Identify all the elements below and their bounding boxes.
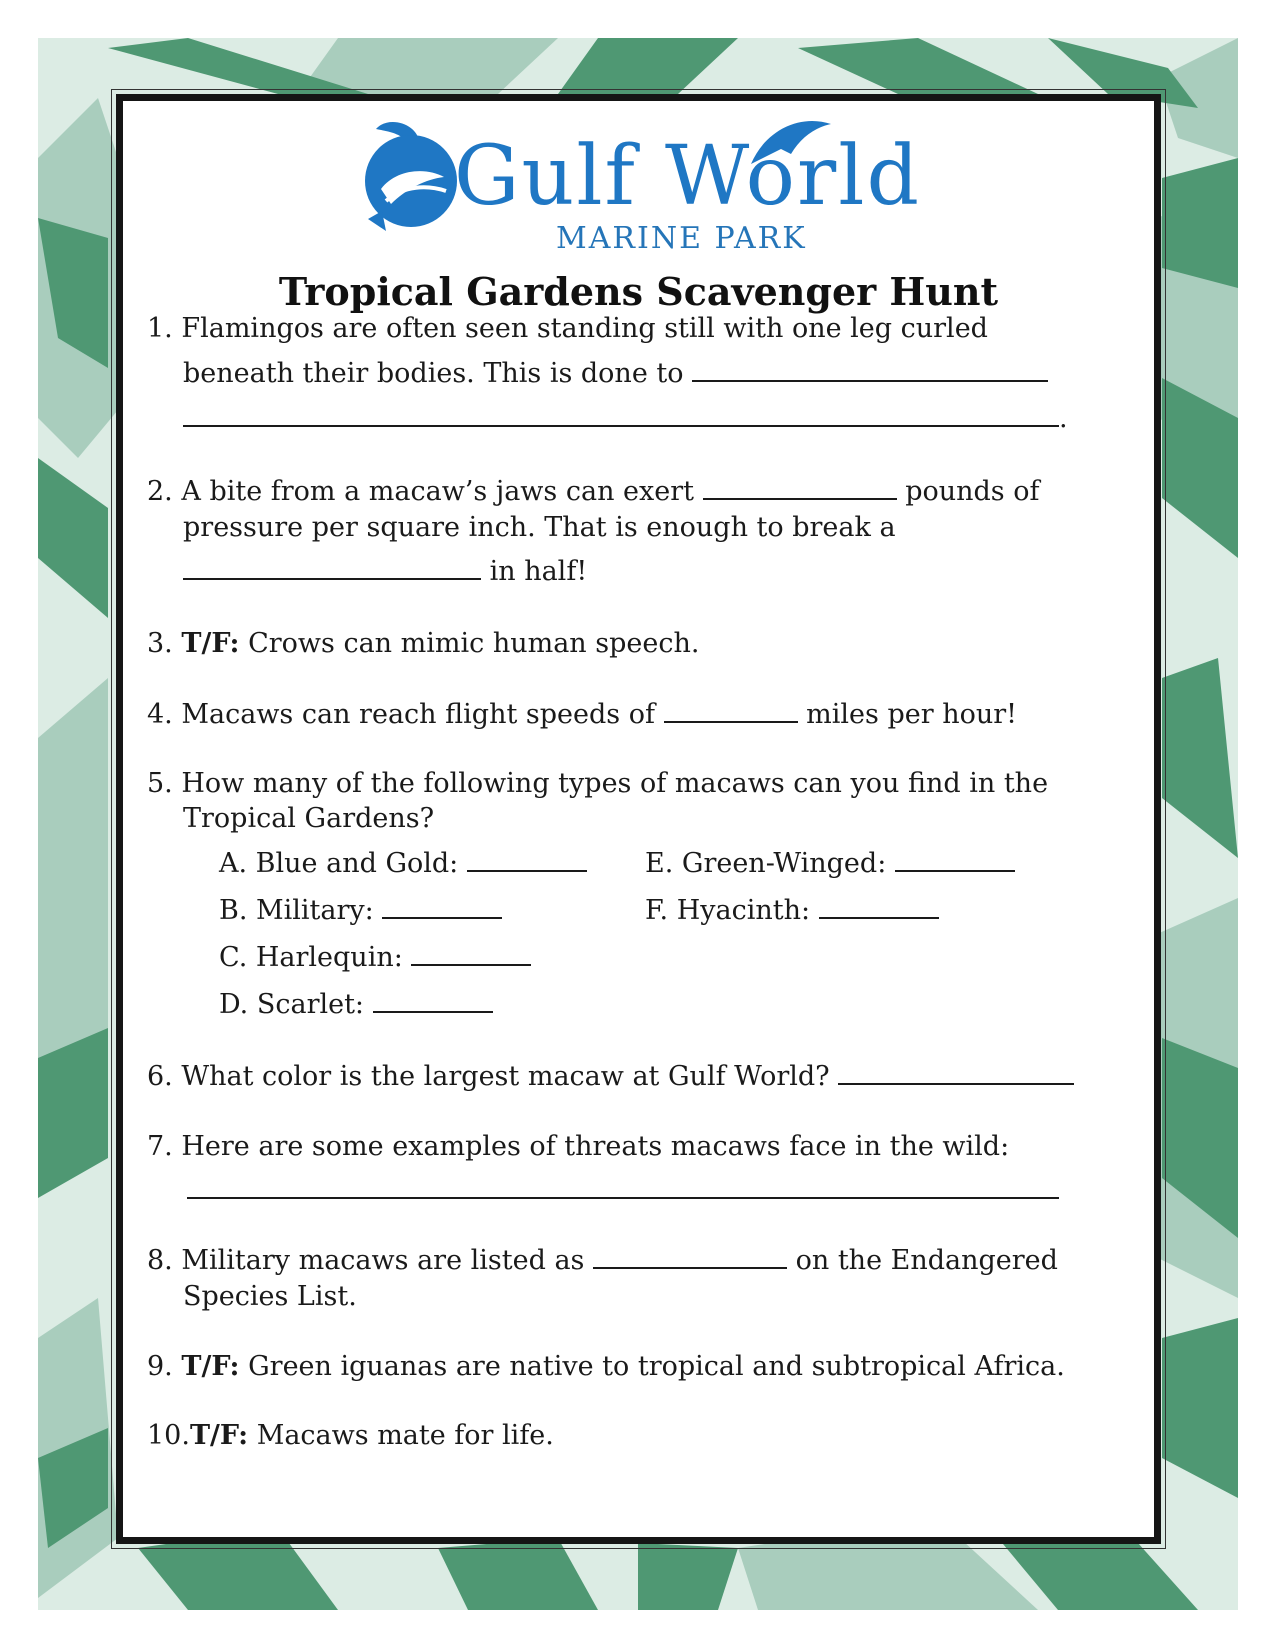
answer-blank-5b[interactable] <box>382 893 502 919</box>
macaw-option-e: E. Green-Winged: <box>645 846 1015 882</box>
question-2-line-2: pressure per square inch. That is enough to break a <box>183 512 896 543</box>
question-5-line-2: Tropical Gardens? <box>183 803 435 834</box>
answer-blank-5d[interactable] <box>373 987 493 1013</box>
question-2-line-3: in half! <box>183 554 587 590</box>
answer-blank-5f[interactable] <box>819 893 939 919</box>
brand-subtitle: MARINE PARK <box>556 221 807 256</box>
question-3: 3. T/F: Crows can mimic human speech. <box>147 628 700 659</box>
question-7-line-2 <box>187 1173 1059 1209</box>
answer-blank-1b[interactable] <box>183 401 1059 427</box>
answer-blank-7[interactable] <box>187 1173 1059 1199</box>
worksheet-card <box>116 94 1161 1544</box>
answer-blank-4[interactable] <box>664 697 798 723</box>
answer-blank-2a[interactable] <box>703 474 897 500</box>
answer-blank-8[interactable] <box>593 1243 787 1269</box>
question-8: 8. Military macaws are listed as on the Endangered <box>147 1245 1058 1276</box>
answer-blank-1a[interactable] <box>692 356 1048 382</box>
macaw-option-b: B. Military: <box>219 893 502 929</box>
question-7: 7. Here are some examples of threats macaws face in the wild: <box>147 1131 1010 1162</box>
question-10: 10.T/F: Macaws mate for life. <box>147 1420 554 1451</box>
question-9: 9. T/F: Green iguanas are native to tropical and subtropical Africa. <box>147 1351 1065 1382</box>
brand-name: Gulf World <box>454 129 921 224</box>
gulf-world-logo <box>356 119 921 256</box>
macaw-option-c: C. Harlequin: <box>219 940 531 976</box>
page-title: Tropical Gardens Scavenger Hunt <box>278 269 999 314</box>
dolphin-circle-icon <box>356 119 466 239</box>
macaw-option-d: D. Scarlet: <box>219 987 493 1023</box>
question-2: 2. A bite from a macaw’s jaws can exert pounds of <box>147 476 1040 507</box>
question-8-line-2: Species List. <box>183 1281 357 1312</box>
answer-blank-2b[interactable] <box>183 554 481 580</box>
macaw-option-a: A. Blue and Gold: <box>219 846 587 882</box>
answer-blank-5a[interactable] <box>467 846 587 872</box>
question-1: 1. Flamingos are often seen standing still with one leg curled <box>147 313 988 344</box>
question-4: 4. Macaws can reach flight speeds of miles per hour! <box>147 699 1017 730</box>
question-1-line-3: . <box>183 401 1068 437</box>
answer-blank-6[interactable] <box>838 1059 1074 1085</box>
answer-blank-5e[interactable] <box>895 846 1015 872</box>
macaw-option-f: F. Hyacinth: <box>645 893 939 929</box>
question-6: 6. What color is the largest macaw at Gulf World? <box>147 1059 1074 1095</box>
answer-blank-5c[interactable] <box>411 940 531 966</box>
question-5: 5. How many of the following types of macaws can you find in the <box>147 768 1049 799</box>
question-1-line-2: beneath their bodies. This is done to <box>183 356 1048 392</box>
